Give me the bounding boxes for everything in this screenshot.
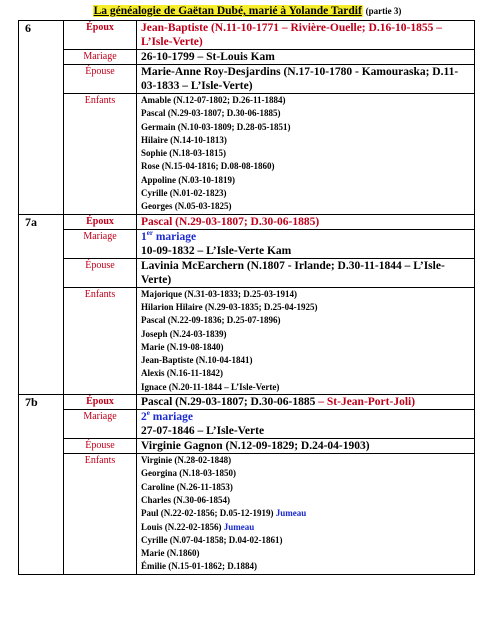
child-item: Alexis (N.16-11-1842) [141, 368, 223, 379]
child-item: Cyrille (N.07-04-1858; D.04-02-1861) [141, 534, 283, 545]
entry-6-epoux-row [19, 21, 475, 50]
entry-7a-epoux-row [19, 214, 475, 229]
children-list [137, 94, 475, 215]
child-item: Pascal (N.22-09-1836; D.25-07-1896) [141, 315, 281, 326]
child-item: Hilarion Hilaire (N.29-03-1835; D.25-04-1925) [141, 301, 318, 312]
child-item: Georgina (N.18-03-1850) [141, 468, 236, 479]
title-main: La généalogie de Gaëtan Dubé, marié à Yolande Tardif [93, 5, 362, 17]
child-item: Louis (N.22-02-1856) Jumeau [141, 521, 255, 532]
twin-note: Jumeau [275, 508, 307, 519]
mariage-label: Mariage [64, 410, 137, 439]
child-item: Marie (N.1860) [141, 548, 200, 559]
epoux-label: Époux [64, 21, 137, 50]
child-item: Amable (N.12-07-1802; D.26-11-1884) [141, 95, 286, 105]
child-item: Ignace (N.20-11-1844 – L’Isle-Verte) [141, 381, 280, 392]
entry-number: 6 [19, 21, 64, 215]
child-item: Rose (N.15-04-1816; D.08-08-1860) [141, 161, 275, 172]
children-list [137, 454, 475, 575]
entry-6-mariage-row [19, 50, 475, 65]
mariage-label: Mariage [64, 229, 137, 258]
mariage-value [137, 410, 475, 439]
entry-7a-epouse-row [19, 258, 475, 287]
child-item: Sophie (N.18-03-1815) [141, 148, 226, 159]
enfants-label: Enfants [64, 454, 137, 575]
page-title [0, 4, 494, 18]
genealogy-table [18, 20, 475, 575]
title-part: (partie 3) [365, 6, 402, 16]
child-item: Cyrille (N.01-02-1823) [141, 188, 227, 199]
child-item: Majorique (N.31-03-1833; D.25-03-1914) [141, 288, 297, 299]
entry-7b-epoux-row [19, 395, 475, 410]
entry-number: 7a [19, 214, 64, 394]
marriage-ordinal: 1er mariage [141, 228, 197, 243]
entry-7b-enfants-row [19, 454, 475, 575]
entry-7a-enfants-row [19, 287, 475, 394]
epouse-value: Marie-Anne Roy-Desjardins (N.17-10-1780 - Kamouraska; D.11-03-1833 – L’Isle-Verte) [137, 65, 475, 94]
child-item: Jean-Baptiste (N.10-04-1841) [141, 355, 253, 366]
epouse-value: Virginie Gagnon (N.12-09-1829; D.24-04-1903) [137, 439, 475, 454]
mariage-label: Mariage [64, 50, 137, 65]
child-item: Caroline (N.26-11-1853) [141, 481, 233, 492]
entry-7b-mariage-row [19, 410, 475, 439]
epouse-label: Épouse [64, 258, 137, 287]
marriage-date: 27-07-1846 – L’Isle-Verte [141, 425, 265, 438]
marriage-ordinal: 2e mariage [141, 409, 193, 424]
child-item: Émilie (N.15-01-1862; D.1884) [141, 561, 257, 572]
children-list [137, 287, 475, 394]
epoux-label: Époux [64, 395, 137, 410]
entry-7a-mariage-row [19, 229, 475, 258]
enfants-label: Enfants [64, 287, 137, 394]
epoux-value [137, 395, 475, 410]
entry-6-enfants-row [19, 94, 475, 215]
mariage-value: 26-10-1799 – St-Louis Kam [137, 50, 475, 65]
child-item: Pascal (N.29-03-1807; D.30-06-1885) [141, 108, 281, 119]
twin-note: Jumeau [223, 521, 255, 532]
epoux-label: Époux [64, 214, 137, 229]
child-item: Virginie (N.28-02-1848) [141, 455, 232, 466]
enfants-label: Enfants [64, 94, 137, 215]
child-item: Charles (N.30-06-1854) [141, 494, 230, 505]
epoux-value: Pascal (N.29-03-1807; D.30-06-1885) [137, 214, 475, 229]
child-item: Paul (N.22-02-1856; D.05-12-1919) Jumeau [141, 508, 307, 519]
child-item: Marie (N.19-08-1840) [141, 341, 224, 352]
mariage-value [137, 229, 475, 258]
epouse-label: Épouse [64, 439, 137, 454]
entry-number: 7b [19, 395, 64, 575]
entry-6-epouse-row [19, 65, 475, 94]
child-item: Hilaire (N.14-10-1813) [141, 134, 227, 145]
entry-7b-epouse-row [19, 439, 475, 454]
child-item: Appoline (N.03-10-1819) [141, 174, 235, 185]
child-item: Germain (N.10-03-1809; D.28-05-1851) [141, 121, 291, 132]
child-item: Joseph (N.24-03-1839) [141, 328, 227, 339]
epouse-label: Épouse [64, 65, 137, 94]
marriage-date: 10-09-1832 – L’Isle-Verte Kam [141, 244, 292, 257]
epoux-death-place: – St-Jean-Port-Joli) [315, 396, 416, 409]
epoux-name: Pascal (N.29-03-1807; D.30-06-1885 [141, 396, 316, 409]
child-item: Georges (N.05-03-1825) [141, 201, 232, 212]
epoux-value: Jean-Baptiste (N.11-10-1771 – Rivière-Ouelle; D.16-10-1855 – L’Isle-Verte) [137, 21, 475, 50]
epouse-value: Lavinia McEarchern (N.1807 - Irlande; D.30-11-1844 – L’Isle-Verte) [137, 258, 475, 287]
